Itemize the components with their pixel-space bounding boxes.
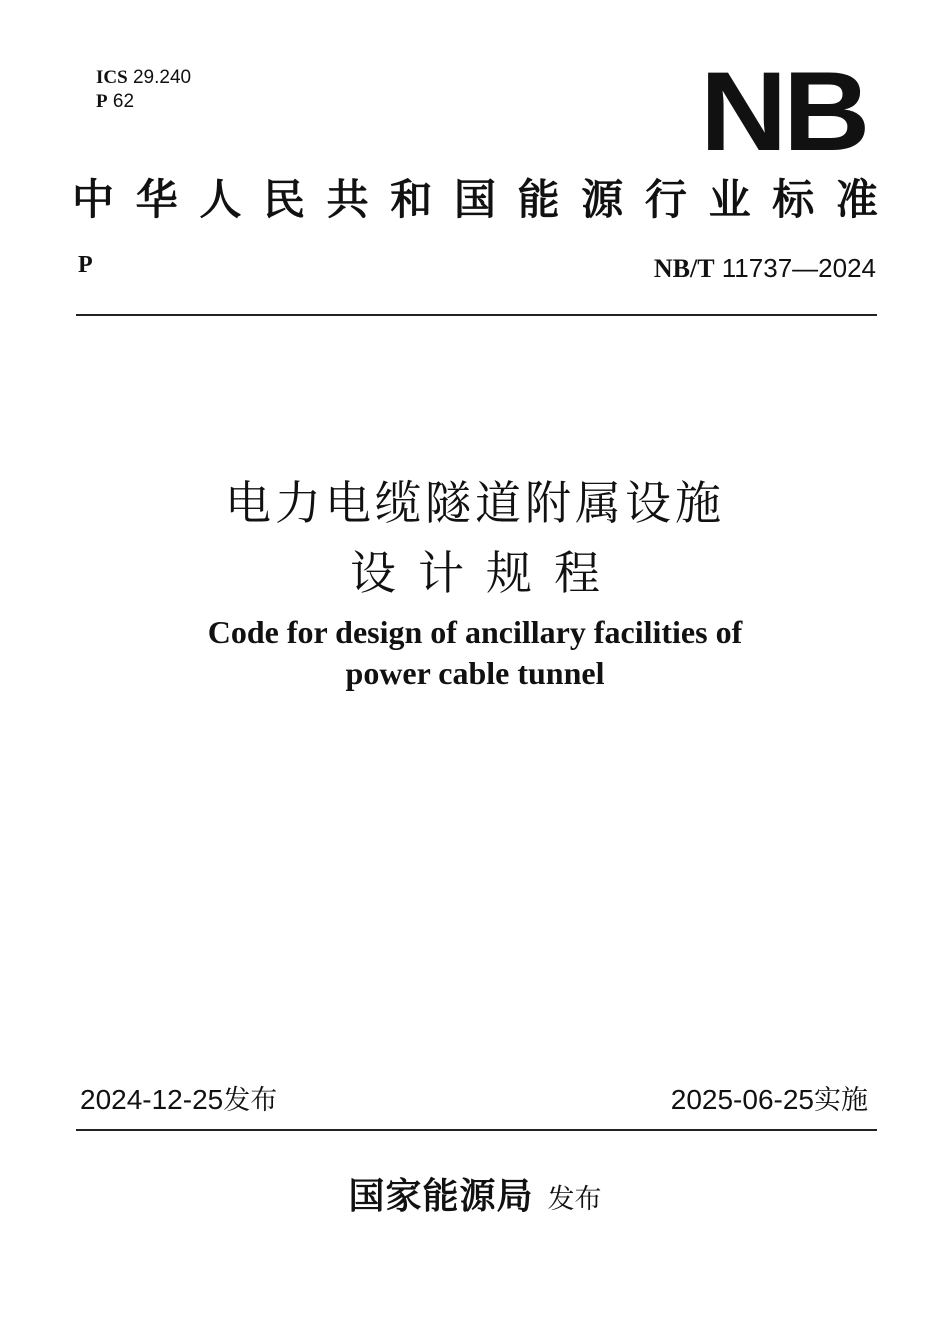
industry-heading-char: 准 [835,175,878,224]
standard-prefix: NB/T [653,254,715,283]
title-cn-line2: 设计规程 [350,546,622,600]
publisher-line [0,1172,950,1224]
industry-heading-char: 共 [326,175,369,224]
implement-date: 2025-06-25 [670,1084,814,1115]
industry-heading-char: 标 [772,175,815,224]
classification-codes [96,66,191,114]
ccs-label: P [96,91,108,112]
top-divider [76,314,877,316]
category-letter: P [78,252,93,278]
industry-heading-char: 源 [581,175,624,224]
industry-heading-char: 华 [135,175,178,224]
issue-date: 2024-12-25 [80,1084,224,1115]
ics-label: ICS [96,67,128,88]
industry-heading-char: 业 [708,175,751,224]
title-en-line1: Code for design of ancillary facilities of [207,614,743,650]
industry-heading-char: 人 [199,175,242,224]
implement-date-block [671,1082,868,1119]
standard-code: 11737—2024 [721,253,876,283]
industry-heading-char: 能 [517,175,560,224]
industry-standard-heading [72,172,878,228]
ics-value: 29.240 [132,67,192,88]
title-en-line2: power cable tunnel [345,655,605,691]
industry-heading-char: 中 [72,175,115,224]
standard-number [654,252,876,285]
title-cn-line1: 电力电缆隧道附属设施 [225,476,725,530]
issue-date-block [80,1082,277,1119]
issue-label: 发布 [223,1085,278,1116]
publisher-name: 国家能源局 [348,1175,534,1217]
ccs-value: 62 [112,91,135,112]
industry-heading-char: 行 [644,175,687,224]
ccs-line [96,90,191,114]
title-en [0,612,950,694]
industry-heading-char: 国 [453,175,496,224]
nb-logo: NB [700,49,867,174]
industry-heading-char: 民 [262,175,305,224]
bottom-divider [76,1129,877,1131]
implement-label: 实施 [814,1085,868,1116]
ics-line [96,66,191,90]
publisher-verb: 发布 [547,1184,602,1215]
industry-heading-char: 和 [390,175,433,224]
